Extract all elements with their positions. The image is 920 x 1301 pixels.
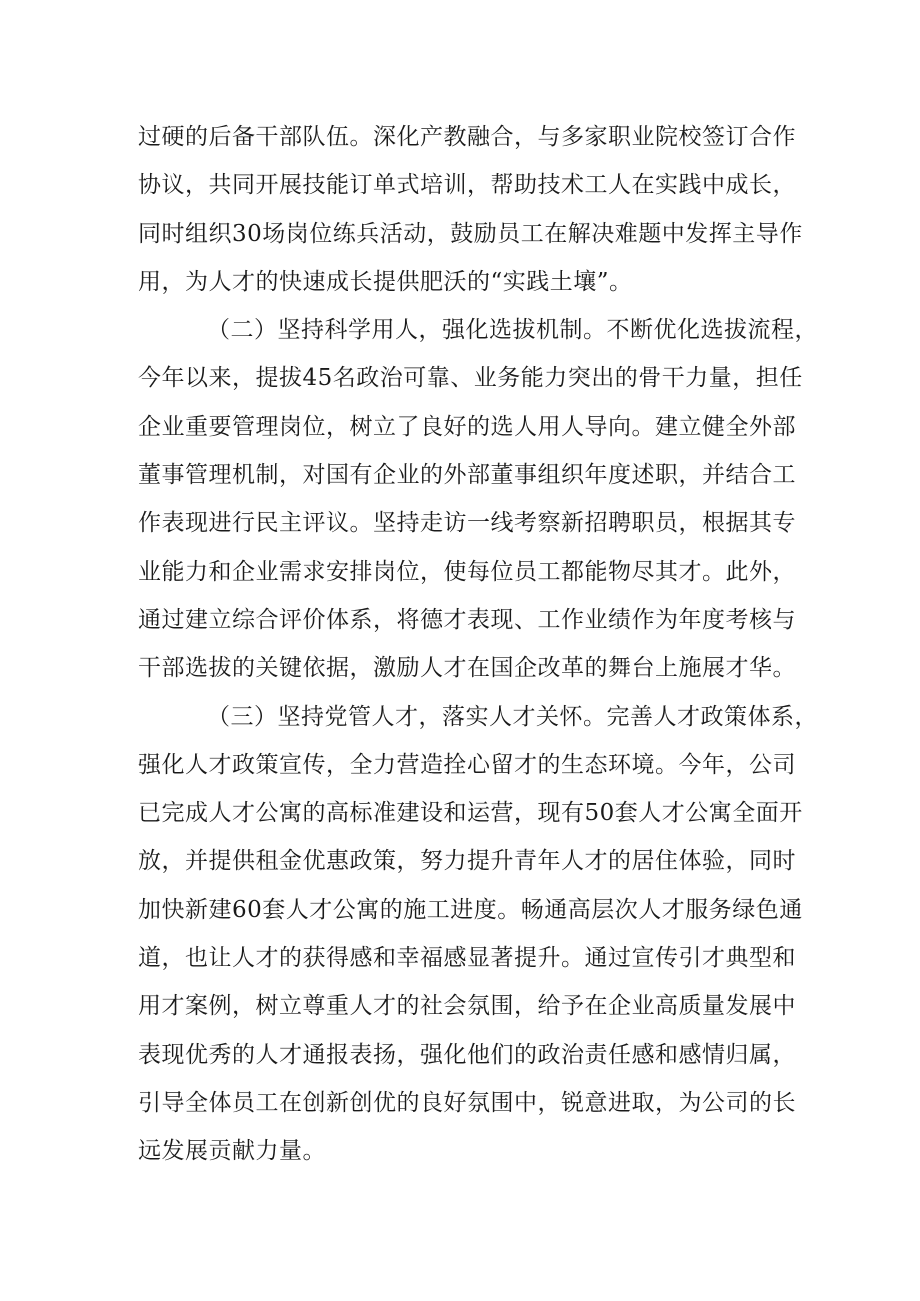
text-line: 董事管理机制，对国有企业的外部董事组织年度述职，并结合工 [138, 462, 796, 489]
text-line: 协议，共同开展技能订单式培训，帮助技术工人在实践中成长， [138, 172, 796, 199]
text-line: 作表现进行民主评议。坚持走访一线考察新招聘职员，根据其专 [138, 510, 796, 537]
text-line: 用，为人才的快速成长提供肥沃的“实践土壤”。 [138, 268, 633, 295]
section-heading-line: （三）坚持党管人才，落实人才关怀。完善人才政策体系， [207, 703, 818, 730]
text-line: 同时组织30场岗位练兵活动，鼓励员工在解决难题中发挥主导作 [138, 220, 803, 247]
text-line: 远发展贡献力量。 [138, 1138, 326, 1165]
text-line: 强化人才政策宣传，全力营造拴心留才的生态环境。今年，公司 [138, 751, 796, 778]
text-line: 放，并提供租金优惠政策，努力提升青年人才的居住体验，同时 [138, 848, 796, 875]
text-line: 用才案例，树立尊重人才的社会氛围，给予在企业高质量发展中 [138, 993, 796, 1020]
document-body [138, 113, 818, 1176]
text-line: 加快新建60套人才公寓的施工进度。畅通高层次人才服务绿色通 [138, 896, 803, 923]
text-line: 干部选拔的关键依据，激励人才在国企改革的舞台上施展才华。 [138, 655, 796, 682]
text-line: 已完成人才公寓的高标准建设和运营，现有50套人才公寓全面开 [138, 800, 803, 827]
section-heading-line: （二）坚持科学用人，强化选拔机制。不断优化选拔流程， [207, 317, 818, 344]
text-line: 企业重要管理岗位，树立了良好的选人用人导向。建立健全外部 [138, 413, 796, 440]
text-line: 通过建立综合评价体系，将德才表现、工作业绩作为年度考核与 [138, 606, 796, 633]
text-line: 过硬的后备干部队伍。深化产教融合，与多家职业院校签订合作 [138, 124, 796, 150]
text-line: 引导全体员工在创新创优的良好氛围中，锐意进取，为公司的长 [138, 1089, 796, 1116]
text-line: 今年以来，提拔45名政治可靠、业务能力突出的骨干力量，担任 [138, 365, 803, 392]
text-line: 道，也让人才的获得感和幸福感显著提升。通过宣传引才典型和 [138, 945, 796, 972]
text-line: 表现优秀的人才通报表扬，强化他们的政治责任感和感情归属， [138, 1041, 796, 1068]
text-line: 业能力和企业需求安排岗位，使每位员工都能物尽其才。此外， [138, 558, 796, 585]
